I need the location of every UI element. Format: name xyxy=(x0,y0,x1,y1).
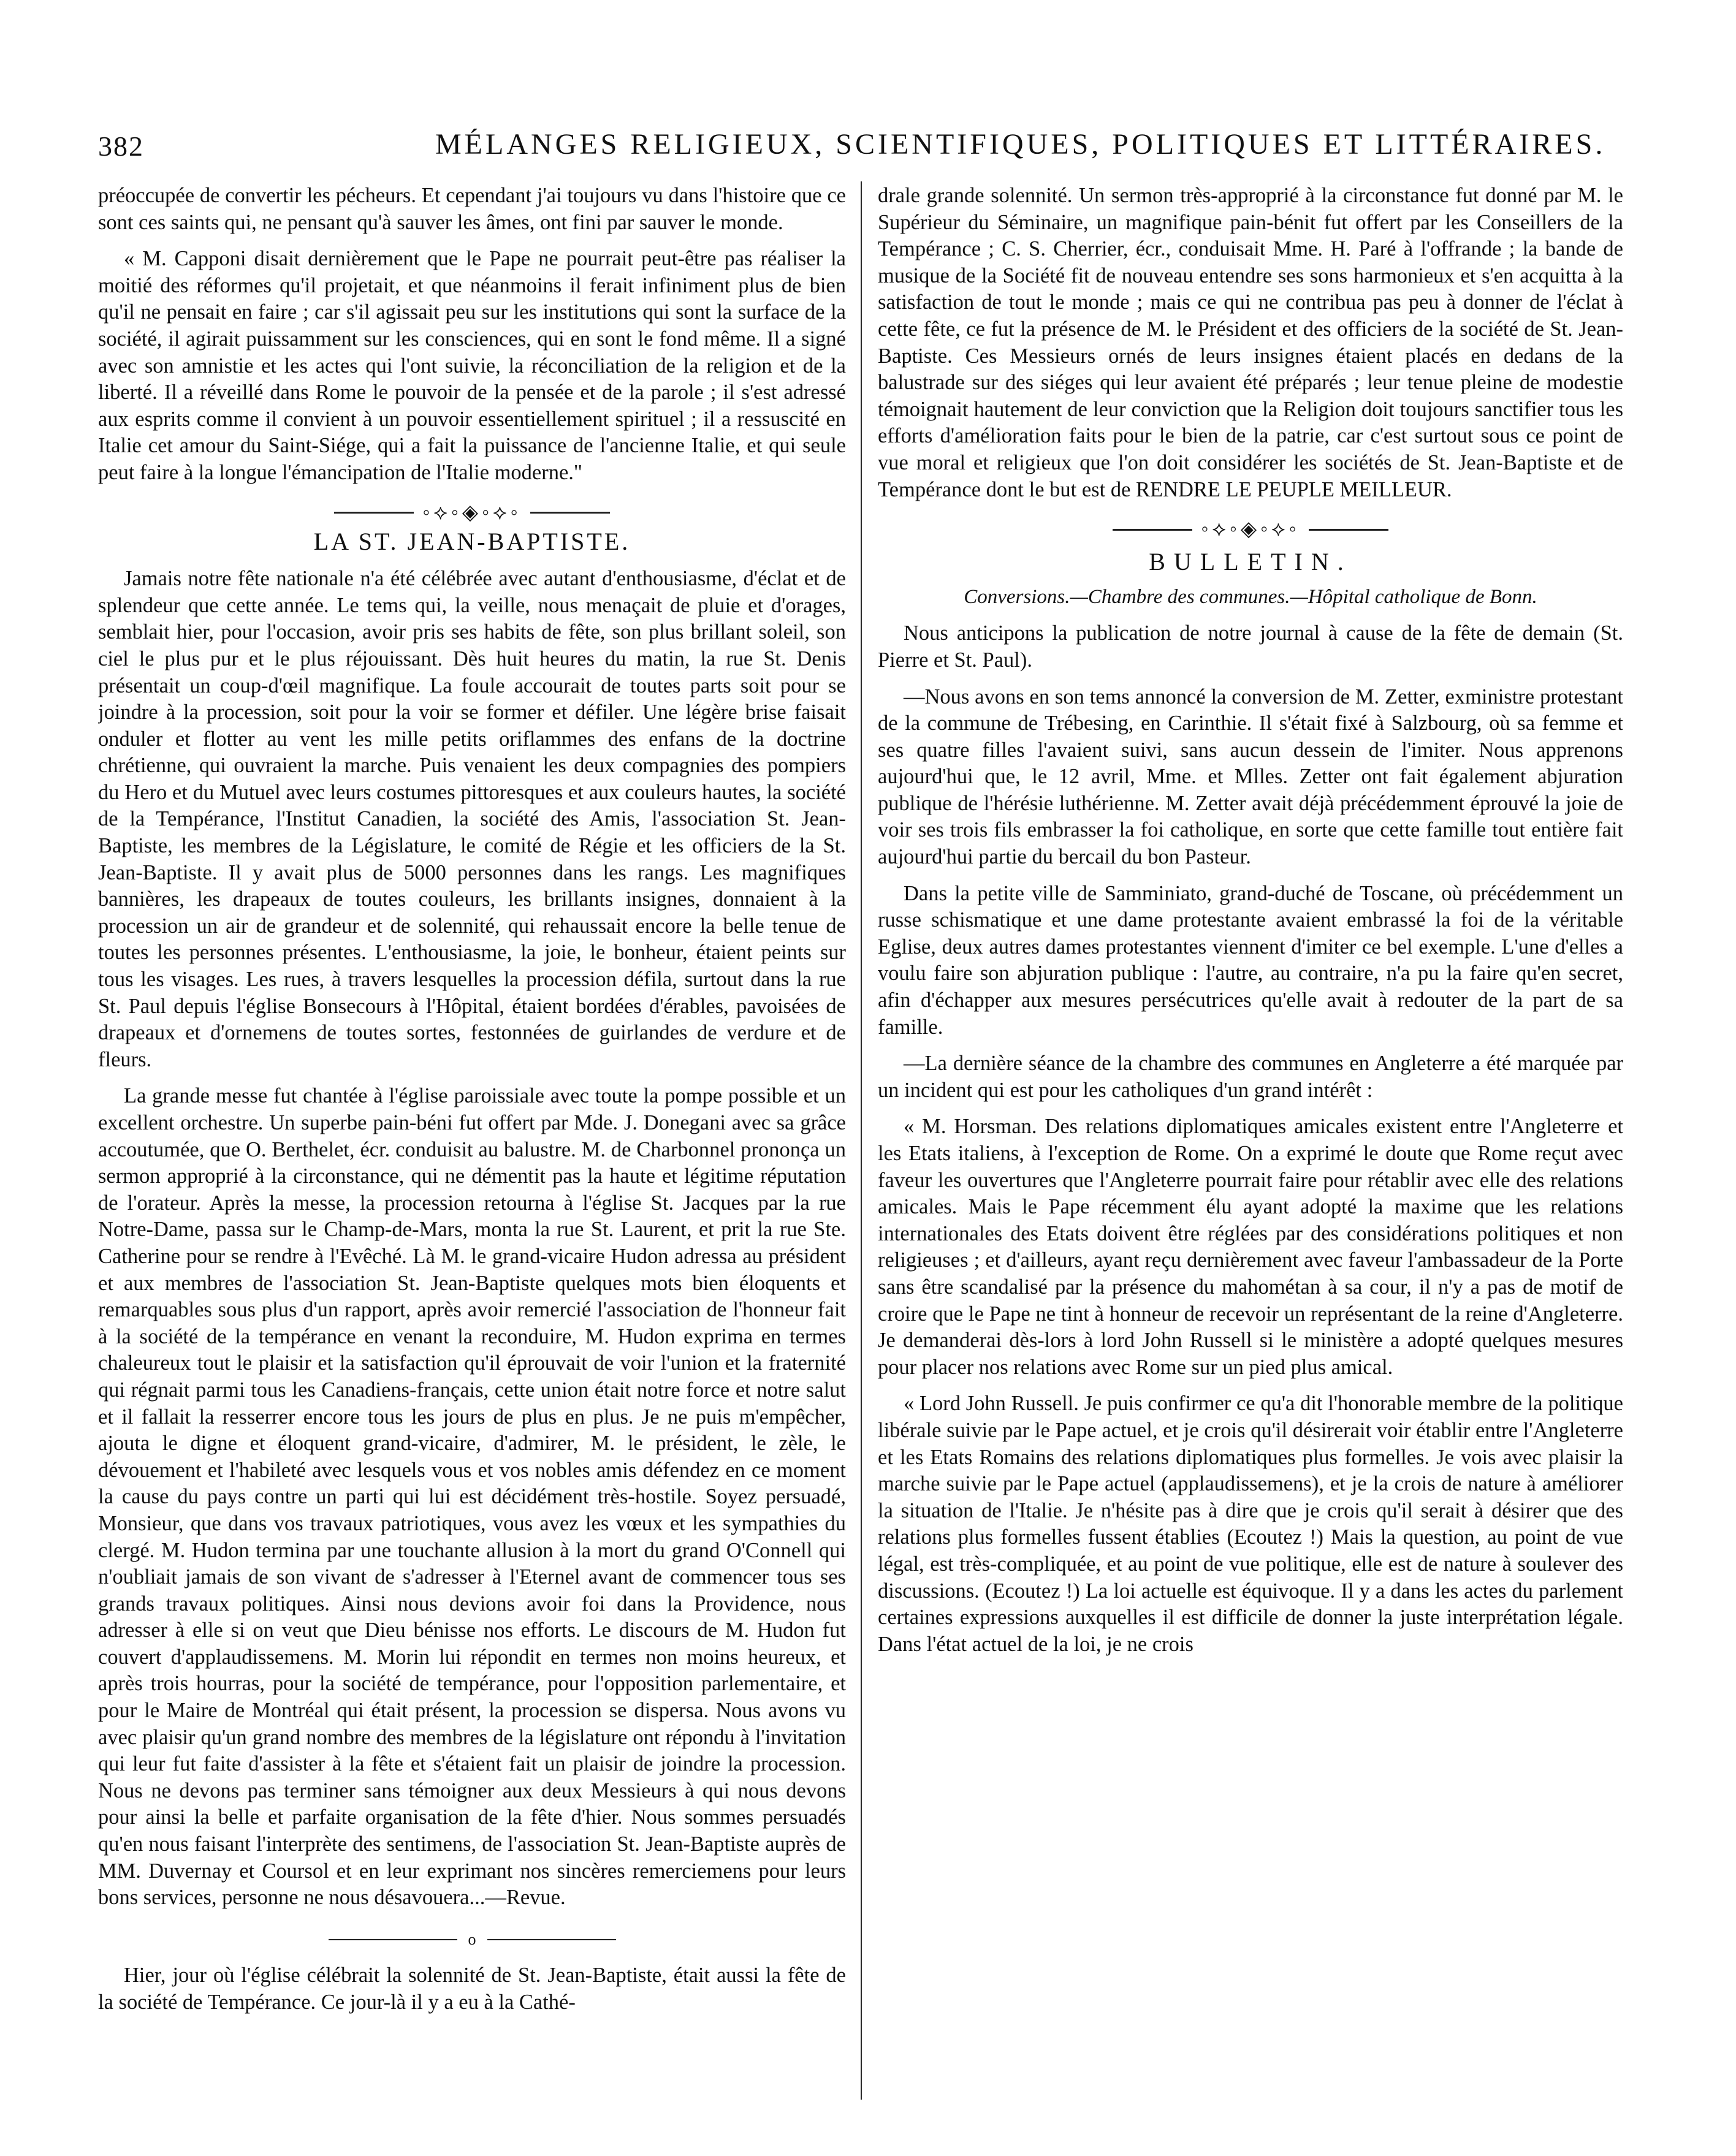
paragraph-lord-john-russell: « Lord John Russell. Je puis confirmer ce qu'a dit l'honorable membre de la politique libérale suivie par le Pape actuel, et je crois qu'il désirerait voir établir entre l'Angleterre et les Etats Romains des relations diplomatiques plus formelles. Je vois avec plaisir la marche suivie par le Pape actuel (applaudissemens), et je la crois de nature à améliorer la situation de l'Italie. Je n'hésite pas à dire que je crois qu'il serait à désirer que des relations plus formelles fussent établies (Ecoutez !) Mais la question, au point de vue légal, est très-compliquée, et au point de vue politique, elle est de nature à soulever des discussions. (Ecoutez !) La loi actuelle est équivoque. Il y a dans les actes du parlement certaines expressions auxquelles il est difficile de donner la juste interprétation légale. Dans l'état actuel de la loi, je ne crois xyxy=(878,1392,1623,1656)
right-column xyxy=(878,183,1623,2107)
paragraph-capponi-quote: « M. Capponi disait dernièrement que le Pape ne pourrait peut-être pas réaliser la moitié des réformes qu'il projetait, et que néanmoins il ferait infiniment plus de bien qu'il ne pensait en faire ; car s'il agissait peu sur les institutions qui sont la surface de la société, il agirait puissamment sur les consciences, qui en sont le fond même. Il a signé avec son amnistie et les actes qui l'ont suivie, la réconciliation de la religion et de la liberté. Il a réveillé dans Rome le pouvoir de la pensée et de la parole ; il s'est adressé aux esprits comme il convient à un pouvoir essentiellement spirituel ; il a ressuscité en Italie cet amour du Saint-Siége, qui a fait la puissance de l'ancienne Italie, et qui seule peut faire à la longue l'émancipation de l'Italie moderne." xyxy=(98,247,846,484)
separator-line-right xyxy=(487,1939,616,1940)
separator-mark: o xyxy=(468,1930,476,1948)
column-rule xyxy=(861,181,862,2100)
running-title: MÉLANGES RELIGIEUX, SCIENTIFIQUES, POLITIQUES ET LITTÉRAIRES. xyxy=(435,128,1606,161)
paragraph-samminiato: Dans la petite ville de Samminiato, grand-duché de Toscane, où précédemment un russe schismatique et une dame protestante avaient embrassé la foi de la véritable Eglise, deux autres dames protestantes viennent d'imiter ce bel exemple. L'une d'elles a voulu faire son abjuration publique : l'autre, au contraire, n'a pu la faire qu'en secret, afin d'échapper aux mesures persécutrices qu'elle avait à redouter de la part de sa famille. xyxy=(878,881,1623,1039)
ornament-flourish: ◦⟡◦◈◦⟡◦ xyxy=(1201,518,1300,541)
ornament-line-right xyxy=(1309,529,1388,531)
separator-line-left xyxy=(329,1939,457,1940)
page-header xyxy=(92,123,1686,172)
paragraph-grande-messe: La grande messe fut chantée à l'église paroissiale avec toute la pompe possible et un excellent orchestre. Un superbe pain-béni fut offert par Mde. J. Donegani avec sa grâce accoutumée, que O. Berthelet, écr. conduisit au balustre. M. de Charbonnel prononça un sermon approprié à la circonstance, qui ne démentit pas la haute et légitime réputation de l'orateur. Après la messe, la procession retourna à l'église St. Jacques par la rue Notre-Dame, passa sur le Champ-de-Mars, monta la rue St. Laurent, et prit la rue Ste. Catherine pour se rendre à l'Evêché. Là M. le grand-vicaire Hudon adressa au président et aux membres de l'association St. Jean-Baptiste quelques mots bien éloquents et remarquables sous plus d'un rapport, après avoir remercié l'association de l'honneur fait à la société de la tempérance en venant la reconduire, M. Hudon exprima en termes chaleureux tout le plaisir et la satisfaction qu'il éprouvait de voir l'union et la fraternité qui régnait parmi tous les Canadiens-français, cette union était notre force et notre salut et il fallait la resserrer encore tous les jours de plus en plus. Je ne puis m'empêcher, ajouta le digne et éloquent grand-vicaire, d'admirer, M. le président, le zèle, le dévouement et l'habileté avec lesquels vous et vos nobles amis défendez en ce moment la cause du pays contre un parti qui lui est décidément très-hostile. Soyez persuadé, Monsieur, que dans vos travaux patriotiques, vous avez les vœux et les sympathies du clergé. M. Hudon termina par une touchante allusion à la mort du grand O'Connell qui n'oubliait jamais de son vivant de s'adresser à l'Eternel avant de commencer tous ses grands travaux politiques. Ainsi nous devions avoir foi dans la Providence, nous adresser à elle si on veut que Dieu bénisse nos efforts. Le discours de M. Hudon fut couvert d'applaudissemens. M. Morin lui répondit en termes non moins heureux, et après trois hourras, pour la société de tempérance, pour l'opposition parlementaire, et pour le Maire de Montréal qui était présent, la procession se dispersa. Nous avons vu avec plaisir qu'un grand nombre des membres de la législature ont répondu à l'invitation qui leur fut faite d'assister à la fête et s'étaient fait un plaisir de joindre la procession. Nous ne devons pas terminer sans témoigner aux deux Messieurs à qui nous devons pour ainsi la belle et parfaite organisation de la fête d'hier. Nous sommes persuadés qu'en nous faisant l'interprète des sentimens, de l'association St. Jean-Baptiste auprès de MM. Duvernay et Coursol et en leur exprimant nos sincères remerciemens pour leurs bons services, personne ne nous désavouera...—Revue. xyxy=(98,1084,846,1910)
page-number: 382 xyxy=(98,131,144,162)
left-column xyxy=(98,183,846,2107)
paragraph-zetter: —Nous avons en son tems annoncé la conversion de M. Zetter, exministre protestant de la commune de Trébesing, en Carinthie. Il s'était fixé à Salzbourg, où sa femme et ses quatre filles l'avaient suivi, sans aucun dessein de l'imiter. Nous apprenons aujourd'hui que, le 12 avril, Mme. et Mlles. Zetter ont fait également abjuration publique de l'hérésie luthérienne. M. Zetter avait déjà précédemment éprouvé la joie de voir ses trois fils embrasser la foi catholique, en sorte que cette famille tout entière fait aujourd'hui partie du bercail du bon Pasteur. xyxy=(878,685,1623,869)
short-separator xyxy=(98,1926,846,1953)
bulletin-subtitle: Conversions.—Chambre des communes.—Hôpital catholique de Bonn. xyxy=(964,585,1537,608)
ornament-line-right xyxy=(530,512,610,514)
paragraph-chambre-communes: —La dernière séance de la chambre des communes en Angleterre a été marquée par un incident qui est pour les catholiques d'un grand intérêt : xyxy=(878,1052,1623,1102)
ornament-line-left xyxy=(334,512,414,514)
paragraph-jamais: Jamais notre fête nationale n'a été célébrée avec autant d'enthousiasme, d'éclat et de splendeur que cette année. Le tems qui, la veille, nous menaçait de pluie et d'orages, semblait hier, pour l'occasion, avoir pris ses habits de fête, son plus brillant soleil, son ciel le plus pur et le plus réjouissant. Dès huit heures du matin, la rue St. Denis présentait un coup-d'œil magnifique. La foule accourait de toutes parts soit pour se joindre à la procession, soit pour la voir se former et défiler. Une légère brise faisait onduler et flotter au vent les mille petits oriflammes des enfans de la doctrine chrétienne, qui ouvraient la marche. Puis venaient les deux compagnies des pompiers du Hero et du Mutuel avec leurs costumes pittoresques et aux couleurs hautes, la société de la Tempérance, l'Institut Canadien, la société des Amis, l'association St. Jean-Baptiste, les membres de la Législature, le comité de Régie et les officiers de la St. Jean-Baptiste. Il y avait plus de 5000 personnes dans les rangs. Les magnifiques bannières, les drapeaux de toutes couleurs, les brillants insignes, donnaient à la procession un air de grandeur et de solennité, qui rehaussait encore la belle tenue de toutes les personnes présentes. L'enthousiasme, la joie, le bonheur, étaient peints sur tous les visages. Les rues, à travers lesquelles la procession défila, surtout dans la rue St. Paul depuis l'église Bonsecours à l'Hôpital, étaient bordées d'érables, pavoisées de drapeaux et d'ornemens de toutes sortes, festonnées de guirlandes de verdure et de fleurs. xyxy=(98,567,846,1071)
paragraph-hier: Hier, jour où l'église célébrait la solennité de St. Jean-Baptiste, était aussi la fête de la société de Tempérance. Ce jour-là il y a eu à la Cathé- xyxy=(98,1964,846,2014)
paragraph-horsman: « M. Horsman. Des relations diplomatiques amicales existent entre l'Angleterre et les Etats italiens, à l'exception de Rome. On a exprimé le doute que Rome reçut avec faveur les ouvertures que l'Angleterre pourrait faire pour rétablir avec elle des relations amicales. Mais le Pape récemment élu ayant adopté la maxime que les relations internationales des Etats doivent être réglées par des considérations politiques et non religieuses ; et d'ailleurs, ayant reçu dernièrement avec faveur l'ambassadeur de la Porte sans être scandalisé par la présence du mahométan à sa cour, il n'y a pas de motif de croire que le Pape ne tint à honneur de recevoir un représentant de la reine d'Angleterre. Je demanderai dès-lors à lord John Russell si le ministère a adopté quelques mesures pour placer nos relations avec Rome sur un pied plus amical. xyxy=(878,1115,1623,1379)
section-title-st-jean-baptiste: LA ST. JEAN-BAPTISTE. xyxy=(313,527,631,555)
ornament-line-left xyxy=(1113,529,1192,531)
paragraph-cathedrale-continuation: drale grande solennité. Un sermon très-approprié à la circonstance fut donné par M. le Supérieur du Séminaire, un magnifique pain-bénit fut offert par les Conseillers de la Tempérance ; C. S. Cherrier, écr., conduisait Mme. H. Paré à l'offrande ; la bande de musique de la Société fit de nouveau entendre ses sons harmonieux et s'en acquitta à la satisfaction de tout le monde ; mais ce qui ne contribua pas peu à donner de l'éclat à cette fête, ce fut la présence de M. le Président et des officiers de la société de St. Jean-Baptiste. Ces Messieurs ornés de leurs insignes étaient placés en dedans de la balustrade sur des siéges qui leur avaient été préparés ; leur tenue pleine de modestie témoignait hautement de leur conviction que la Religion doit toujours sanctifier tous les efforts d'amélioration faits pour le bien de la patrie, car c'est surtout sous ce point de vue moral et religieux que l'on doit considérer les sociétés de St. Jean-Baptiste et de Tempérance dont le but est de RENDRE LE PEUPLE MEILLEUR. xyxy=(878,184,1623,501)
ornament-divider xyxy=(98,503,846,523)
paragraph-continuation: préoccupée de convertir les pécheurs. Et cependant j'ai toujours vu dans l'histoire que ce sont ces saints qui, ne pensant qu'à sauver les âmes, ont fini par sauver le monde. xyxy=(98,184,846,234)
ornament-divider-bulletin xyxy=(878,519,1623,540)
paragraph-anticipons: Nous anticipons la publication de notre journal à cause de la fête de demain (St. Pierre et St. Paul). xyxy=(878,621,1623,672)
ornament-flourish: ◦⟡◦◈◦⟡◦ xyxy=(422,501,522,524)
bulletin-title: BULLETIN. xyxy=(1149,548,1352,576)
